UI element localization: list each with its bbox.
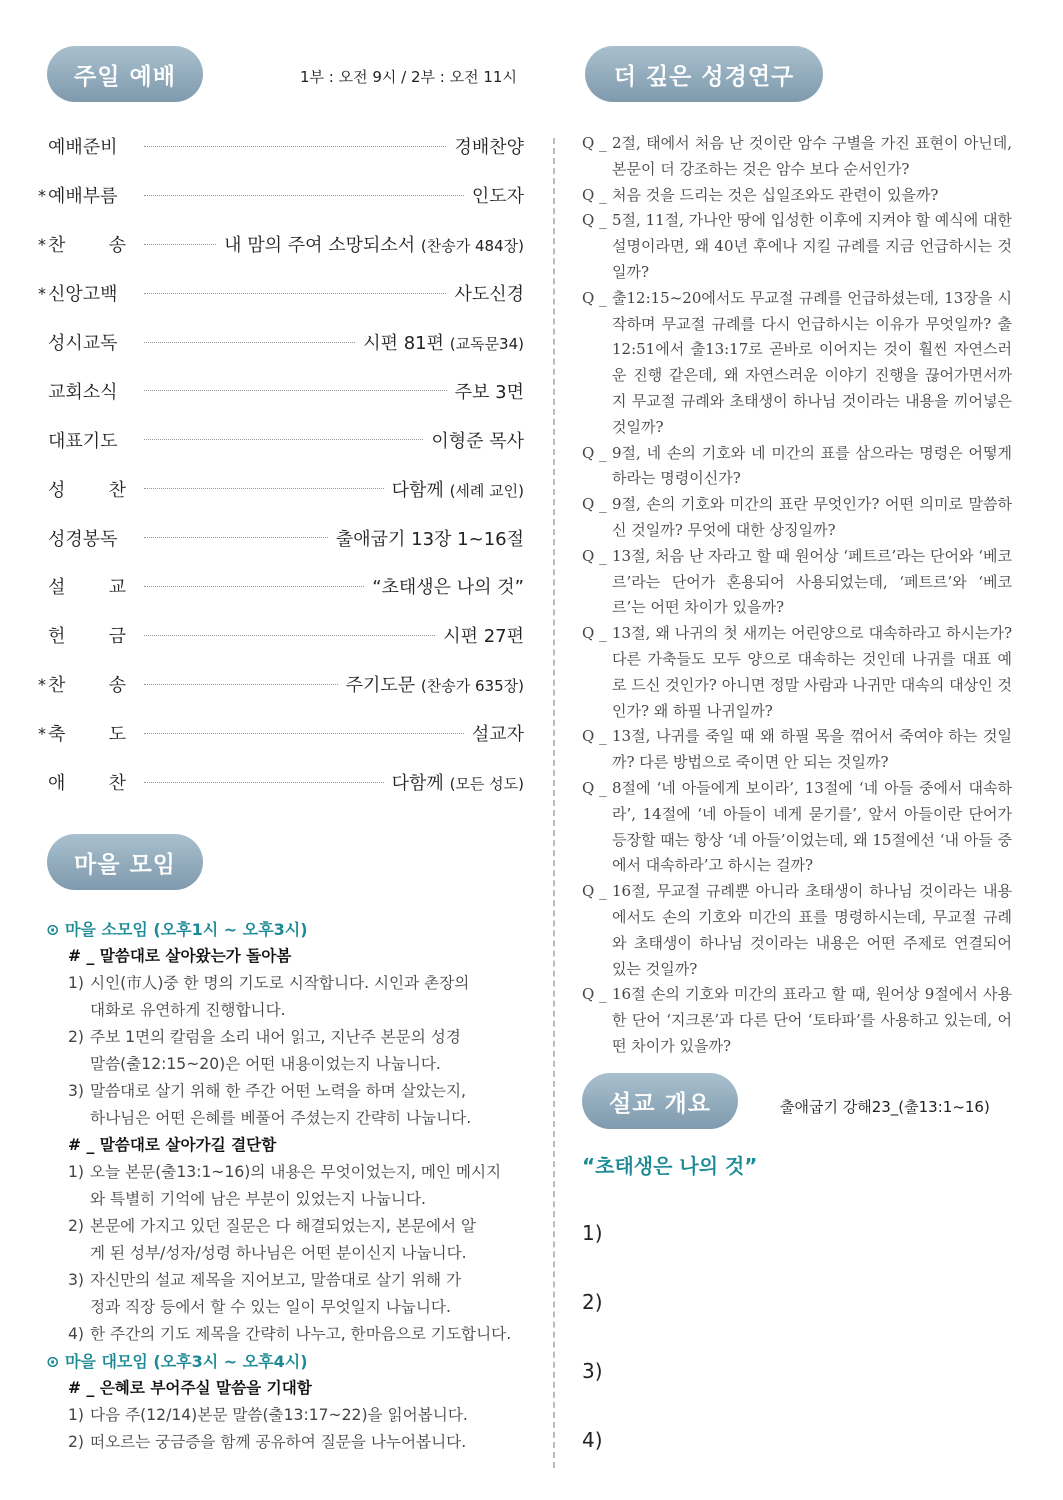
dotted-leader (144, 293, 446, 294)
worship-value: 시편 81편 (363, 333, 444, 354)
dotted-leader (144, 244, 216, 245)
worship-value: 주보 3면 (454, 381, 524, 403)
worship-label: 애 찬 (48, 773, 126, 795)
worship-label: 축 도 (48, 724, 126, 746)
study-question (582, 286, 1012, 441)
dotted-leader (144, 586, 364, 587)
question-text: 9절, 손의 기호와 미간의 표란 무엇인가? 어떤 의미로 말씀하신 것일까? 무엇에 대한 상징일까? (612, 495, 1012, 539)
small-group-sub1: # _ 말씀대로 살아왔는가 돌아봄 (68, 947, 292, 965)
worship-value-cell (472, 720, 524, 746)
study-question (582, 776, 1012, 879)
list-item (46, 1159, 526, 1213)
item-text: 본문에 가지고 있던 질문은 다 해결되었는지, 본문에서 알 (90, 1217, 477, 1235)
question-text: 8절에 ‘네 아들에게 보이라’, 13절에 ‘네 아들 중에서 대속하라’, 14절에 ‘네 아들이 네게 묻기를’, 앞서 아들이란 단어가 등장할 때는 항상 ‘네 아들’이었는데, 왜 15절에선 ‘내 아들 중에서 대속하라’고 하시는 걸까? (612, 778, 1012, 875)
list-item (46, 970, 526, 1024)
worship-value-cell (454, 133, 524, 159)
worship-value: 다함께 (391, 773, 444, 795)
worship-label: 예배부름 (48, 186, 118, 208)
worship-label-cell (38, 280, 126, 306)
worship-row (38, 366, 524, 415)
list-item (46, 1429, 526, 1456)
worship-row (38, 660, 524, 709)
standing-mark: * (38, 283, 46, 303)
worship-times: 1부 : 오전 9시 / 2부 : 오전 11시 (300, 68, 517, 86)
study-question (582, 544, 1012, 621)
worship-row (38, 171, 524, 220)
worship-value: 설교자 (471, 724, 524, 746)
sermon-headline: “초태생은 나의 것” (582, 1154, 758, 1178)
question-text: 13절, 나귀를 죽일 때 왜 하필 목을 꺾어서 죽여야 하는 것일까? 다른 방법으로 죽이면 안 되는 것일까? (612, 727, 1012, 772)
item-number: 1) (68, 974, 85, 992)
dotted-leader (144, 342, 355, 343)
worship-value-cell (392, 476, 524, 502)
worship-label-cell (38, 427, 126, 453)
worship-row (38, 220, 524, 269)
worship-value: 인도자 (471, 186, 524, 208)
worship-value: 다함께 (391, 479, 444, 501)
worship-row (38, 415, 524, 464)
study-question (582, 208, 1012, 285)
dotted-leader (144, 146, 446, 147)
worship-title-pill (47, 46, 203, 102)
item-text-continued: 게 된 성부/성자/성령 하나님은 어떤 분이신지 나눕니다. (90, 1244, 467, 1262)
item-number: 4) (68, 1325, 85, 1343)
large-group-heading: ⊙ 마을 대모임 (오후3시 ~ 오후4시) (46, 1352, 308, 1371)
worship-row (38, 513, 524, 562)
list-item (46, 1321, 526, 1348)
outline-item-2: 2) (582, 1290, 603, 1314)
question-mark: Q _ (582, 727, 607, 746)
worship-label-cell (38, 329, 126, 355)
village-title: 마을 모임 (74, 851, 176, 878)
worship-value-cell (224, 231, 524, 257)
worship-label: 헌 금 (48, 626, 126, 648)
small-group-heading: ⊙ 마을 소모임 (오후1시 ~ 오후3시) (46, 920, 308, 939)
worship-value-cell (392, 769, 524, 795)
question-mark: Q _ (582, 985, 607, 1004)
question-mark: Q _ (582, 288, 607, 307)
item-number: 2) (68, 1433, 85, 1451)
worship-label: 성시교독 (48, 333, 118, 354)
study-questions (582, 131, 1012, 1060)
large-group-sub: # _ 은혜로 부어주실 말씀을 기대함 (68, 1379, 312, 1397)
worship-note: (모든 성도) (449, 775, 524, 794)
worship-value-cell (431, 427, 524, 453)
study-question (582, 183, 1012, 209)
worship-label: 찬 송 (48, 235, 126, 257)
worship-value: 경배찬양 (454, 137, 524, 159)
worship-row (38, 318, 524, 367)
worship-label: 신앙고백 (48, 284, 118, 306)
worship-value-cell (443, 622, 524, 648)
village-section (46, 916, 526, 1456)
dotted-leader (144, 733, 464, 734)
item-text: 다음 주(12/14)본문 말씀(출13:17~22)을 읽어봅니다. (90, 1406, 468, 1424)
question-text: 2절, 태에서 처음 난 것이란 암수 구별을 가진 표현이 아닌데, 본문이 더 강조하는 것은 암수 보다 순서인가? (612, 134, 1012, 178)
list-item (46, 1402, 526, 1429)
worship-row (38, 611, 524, 660)
village-title-pill (47, 834, 203, 890)
small-group-sub2: # _ 말씀대로 살아가길 결단함 (68, 1136, 277, 1154)
standing-mark: * (38, 674, 46, 694)
question-text: 9절, 네 손의 기호와 네 미간의 표를 삼으라는 명령은 어떻게 하라는 명령이신가? (612, 443, 1012, 488)
worship-value: 주기도문 (345, 675, 416, 697)
worship-row (38, 758, 524, 807)
dotted-leader (144, 390, 447, 391)
worship-label: 교회소식 (48, 381, 118, 403)
worship-value-cell (346, 671, 524, 697)
study-question (582, 621, 1012, 724)
study-question (582, 879, 1012, 982)
item-number: 1) (68, 1163, 85, 1181)
outline-item-4: 4) (582, 1428, 603, 1452)
study-question (582, 131, 1012, 183)
worship-label-cell (38, 133, 126, 159)
worship-row (38, 562, 524, 611)
question-text: 16절 손의 기호와 미간의 표라고 할 때, 원어상 9절에서 사용한 단어 ‘지크론’과 다른 단어 ‘토타파’를 사용하고 있는데, 어떤 차이가 있을까? (612, 985, 1012, 1055)
worship-label: 대표기도 (48, 430, 118, 452)
item-text-continued: 와 특별히 기억에 남은 부분이 있었는지 나눕니다. (90, 1190, 426, 1208)
question-mark: Q _ (582, 546, 607, 565)
column-divider (553, 138, 555, 1468)
outline-item-1: 1) (582, 1221, 603, 1245)
question-mark: Q _ (582, 624, 607, 643)
item-text: 주보 1면의 칼럼을 소리 내어 읽고, 지난주 본문의 성경 (90, 1028, 461, 1046)
worship-label-cell (38, 769, 126, 795)
worship-value: 출애굽기 13장 1~16절 (335, 528, 524, 550)
worship-row (38, 122, 524, 171)
worship-title: 주일 예배 (74, 63, 176, 90)
item-text-continued: 정과 직장 등에서 할 수 있는 일이 무엇일지 나눕니다. (90, 1298, 451, 1316)
question-text: 16절, 무교절 규례뿐 아니라 초태생이 하나님 것이라는 내용에서도 손의 기호와 미간의 표를 명령하시는데, 무교절 규례와 초태생이 하나님 것이라는 내용은 어떤 주제로 연결되어 있는 것일까? (612, 882, 1012, 978)
item-text-continued: 대화로 유연하게 진행합니다. (90, 1001, 286, 1019)
worship-value: 이형준 목사 (431, 430, 524, 452)
item-text: 시인(市人)중 한 명의 기도로 시작합니다. 시인과 촌장의 (90, 974, 470, 992)
study-question (582, 724, 1012, 776)
item-text: 한 주간의 기도 제목을 간략히 나누고, 한마음으로 기도합니다. (90, 1325, 512, 1343)
dotted-leader (144, 684, 338, 685)
standing-mark: * (38, 234, 46, 254)
item-text: 말씀대로 살기 위해 한 주간 어떤 노력을 하며 살았는지, (90, 1082, 467, 1100)
question-mark: Q _ (582, 882, 607, 901)
worship-label-cell (38, 182, 126, 208)
dotted-leader (144, 488, 384, 489)
study-question (582, 441, 1012, 493)
dotted-leader (144, 782, 384, 783)
question-mark: Q _ (582, 134, 607, 152)
outline-item-3: 3) (582, 1359, 603, 1383)
worship-label-cell (38, 476, 126, 502)
question-text: 출12:15~20에서도 무교절 규례를 언급하셨는데, 13장을 시작하며 무교절 규례를 다시 언급하시는 이유가 무엇일까? 출12:51에서 출13:17로 곧바로 이어지는 것이 훨씬 자연스러운 진행 같은데, 왜 자연스러운 이야기 진행을 끊어가면서까지 무교절 규례와 초태생이 하나님 것이라는 내용을 끼어넣은 것일까? (612, 288, 1012, 436)
question-text: 처음 것을 드리는 것은 십일조와도 관련이 있을까? (612, 185, 939, 204)
item-number: 2) (68, 1028, 85, 1046)
list-item (46, 1267, 526, 1321)
item-number: 3) (68, 1082, 85, 1100)
worship-value-cell (472, 182, 524, 208)
question-text: 5절, 11절, 가나안 땅에 입성한 이후에 지켜야 할 예식에 대한 설명이라면, 왜 40년 후에나 지킬 규례를 지금 언급하시는 것일까? (612, 211, 1012, 281)
sermon-title-pill (582, 1073, 738, 1129)
worship-value: 시편 27편 (443, 626, 524, 648)
worship-order-list (38, 122, 524, 806)
worship-note: (찬송가 635장) (420, 677, 524, 696)
worship-label: 성 찬 (48, 479, 126, 501)
worship-value: 내 맘의 주여 소망되소서 (224, 235, 416, 257)
item-number: 2) (68, 1217, 85, 1235)
worship-label-cell (38, 378, 126, 404)
question-mark: Q _ (582, 778, 607, 797)
worship-label: 설 교 (48, 577, 126, 599)
worship-value-cell (372, 573, 524, 599)
sermon-reference: 출애굽기 강해23_(출13:1~16) (780, 1098, 990, 1116)
item-text-continued: 하나님은 어떤 은혜를 베풀어 주셨는지 간략히 나눕니다. (90, 1109, 472, 1127)
worship-note: (세례 교인) (449, 481, 524, 500)
worship-label: 찬 송 (48, 675, 126, 697)
worship-row (38, 709, 524, 758)
question-text: 13절, 왜 나귀의 첫 새끼는 어린양으로 대속하라고 하시는가? 다른 가축들도 모두 양으로 대속하는 것인데 나귀를 대표 예로 드신 것인가? 아니면 정말 사람과 나귀만 대속의 대상인 것인가? 왜 하필 나귀일까? (612, 624, 1012, 720)
worship-note: (찬송가 484장) (420, 237, 524, 256)
worship-label-cell (38, 525, 126, 551)
item-text: 오늘 본문(출13:1~16)의 내용은 무엇이었는지, 메인 메시지 (90, 1163, 502, 1181)
standing-mark: * (38, 723, 46, 743)
worship-value-cell (363, 329, 524, 355)
list-item (46, 1213, 526, 1267)
worship-row (38, 269, 524, 318)
dotted-leader (144, 635, 435, 636)
question-mark: Q _ (582, 211, 607, 230)
sermon-title: 설교 개요 (609, 1090, 711, 1117)
question-mark: Q _ (582, 443, 607, 462)
standing-mark: * (38, 185, 46, 205)
study-title: 더 깊은 성경연구 (613, 63, 795, 90)
list-item (46, 1024, 526, 1078)
study-question (582, 492, 1012, 544)
item-number: 1) (68, 1406, 85, 1424)
worship-row (38, 464, 524, 513)
dotted-leader (144, 195, 464, 196)
question-mark: Q _ (582, 185, 607, 204)
worship-label: 예배준비 (48, 137, 118, 159)
worship-value-cell (336, 525, 524, 551)
question-mark: Q _ (582, 495, 607, 514)
worship-label-cell (38, 671, 126, 697)
dotted-leader (144, 439, 423, 440)
study-question (582, 982, 1012, 1059)
list-item (46, 1078, 526, 1132)
worship-value-cell (454, 280, 524, 306)
worship-note: (교독문34) (449, 335, 524, 353)
item-text: 떠오르는 궁금증을 함께 공유하여 질문을 나누어봅니다. (90, 1433, 467, 1451)
worship-label: 성경봉독 (48, 528, 118, 550)
item-text-continued: 말씀(출12:15~20)은 어떤 내용이었는지 나눕니다. (90, 1055, 441, 1073)
worship-label-cell (38, 573, 126, 599)
worship-value-cell (455, 378, 524, 404)
dotted-leader (144, 537, 328, 538)
worship-value: “초태생은 나의 것” (372, 577, 524, 599)
item-text: 자신만의 설교 제목을 지어보고, 말씀대로 살기 위해 가 (90, 1271, 462, 1289)
question-text: 13절, 처음 난 자라고 할 때 원어상 ‘페트르’라는 단어와 ‘베코르’라는 단어가 혼용되어 사용되었는데, ‘페트르’와 ‘베코르’는 어떤 차이가 있을까? (612, 546, 1012, 617)
study-title-pill (585, 46, 823, 102)
item-number: 3) (68, 1271, 85, 1289)
worship-label-cell (38, 231, 126, 257)
worship-label-cell (38, 720, 126, 746)
worship-value: 사도신경 (454, 284, 524, 306)
worship-label-cell (38, 622, 126, 648)
